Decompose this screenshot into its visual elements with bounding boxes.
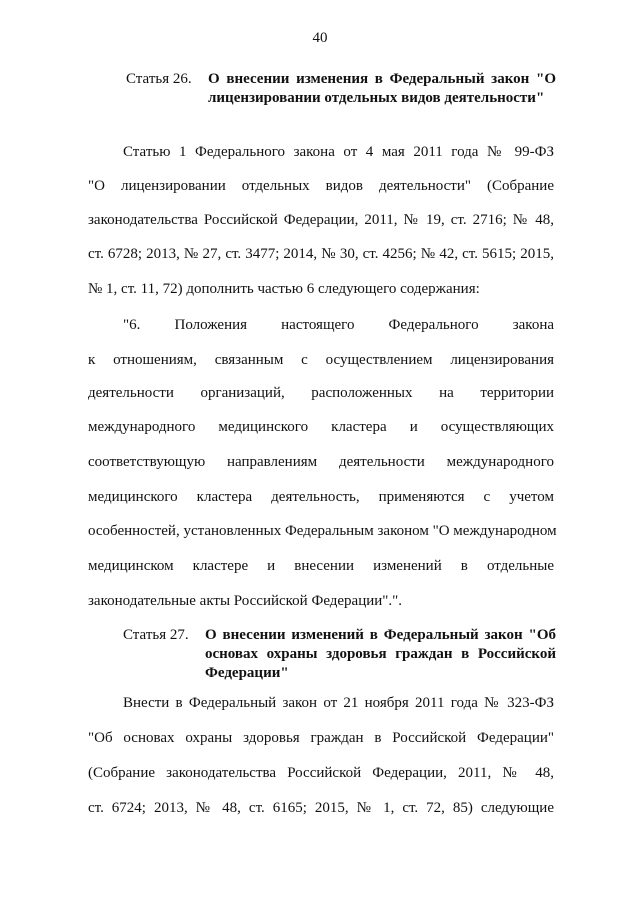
article-26-quote-line: "6. Положения настоящего Федерального закона — [123, 317, 554, 333]
article-27-line: Внести в Федеральный закон от 21 ноября 2011 года № 323-ФЗ — [123, 695, 554, 711]
article-27-line: "Об основах охраны здоровья граждан в Российской Федерации" — [88, 730, 554, 746]
article-26-quote-line: законодательные акты Российской Федерации".". — [88, 593, 403, 609]
article-26-line: законодательства Российской Федерации, 2011, № 19, ст. 2716; № 48, — [88, 212, 554, 228]
article-26-quote-line: особенностей, установленных Федеральным законом "О международном — [88, 523, 557, 539]
article-27-number: Статья 27. — [123, 627, 189, 643]
article-26-line: ст. 6728; 2013, № 27, ст. 3477; 2014, № 30, ст. 4256; № 42, ст. 5615; 2015, — [88, 246, 554, 262]
article-27-line: ст. 6724; 2013, № 48, ст. 6165; 2015, № 1, ст. 72, 85) следующие — [88, 800, 554, 816]
article-26-quote-line: к отношениям, связанным с осуществлением лицензирования — [88, 352, 554, 368]
article-26-line: "О лицензировании отдельных видов деятельности" (Собрание — [88, 178, 554, 194]
article-27-title: О внесении изменений в Федеральный закон "Об основах охраны здоровья граждан в Российской Федерации" — [205, 627, 556, 681]
article-26-line: Статью 1 Федерального закона от 4 мая 2011 года № 99-ФЗ — [123, 144, 554, 160]
article-27-heading — [123, 626, 556, 683]
article-26-title: О внесении изменения в Федеральный закон "О лицензировании отдельных видов деятельности" — [208, 71, 556, 106]
article-26-quote-line: медицинского кластера деятельность, применяются с учетом — [88, 489, 554, 505]
article-26-quote-line: международного медицинского кластера и осуществляющих — [88, 419, 554, 435]
article-26-heading — [126, 70, 556, 108]
article-26-quote-line: деятельности организаций, расположенных на территории — [88, 385, 554, 401]
article-26-number: Статья 26. — [126, 71, 192, 87]
article-26-quote-line: медицинском кластере и внесении изменений в отдельные — [88, 558, 554, 574]
article-26-quote-line: соответствующую направлениям деятельности международного — [88, 454, 554, 470]
page-number: 40 — [312, 30, 328, 46]
article-26-line: № 1, ст. 11, 72) дополнить частью 6 следующего содержания: — [88, 281, 480, 297]
article-27-line: (Собрание законодательства Российской Федерации, 2011, № 48, — [88, 765, 554, 781]
